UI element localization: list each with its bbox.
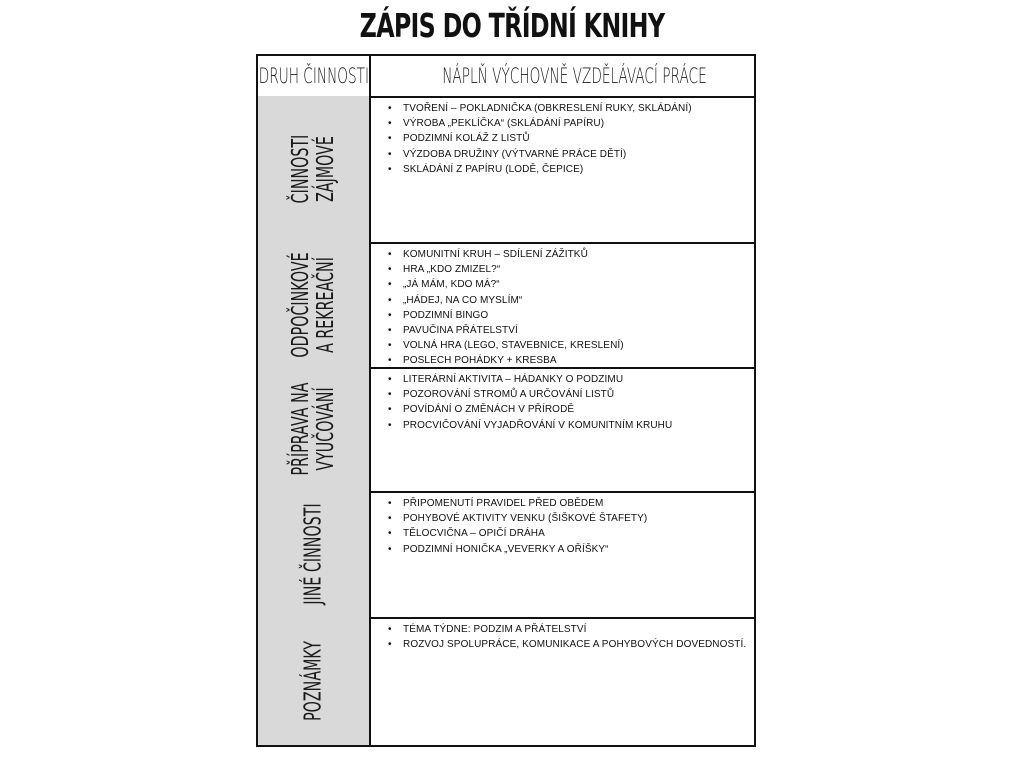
row-interest-activities	[258, 96, 754, 244]
list-item: • PROCVIČOVÁNÍ VYJADŘOVÁNÍ V KOMUNITNÍM KRUHU	[388, 418, 754, 433]
row-label: POZNÁMKY	[300, 641, 326, 721]
row-relaxation-activities	[258, 242, 754, 369]
header-activity-type-label: DRUH ČINNOSTI	[258, 64, 369, 88]
row-notes	[258, 617, 754, 745]
row-label: ČINNOSTI ZÁJMOVÉ	[287, 134, 339, 204]
list-item: • POSLECH POHÁDKY + KRESBA	[388, 353, 754, 368]
list-item: • POVÍDÁNÍ O ZMĚNÁCH V PŘÍRODĚ	[388, 402, 754, 417]
row-lesson-preparation	[258, 367, 754, 493]
row-content	[371, 617, 754, 745]
row-content	[371, 367, 754, 491]
activity-list	[388, 372, 754, 433]
list-item: • KOMUNITNÍ KRUH – SDÍLENÍ ZÁŽITKŮ	[388, 247, 754, 262]
row-content	[371, 491, 754, 617]
list-item: • VOLNÁ HRA (LEGO, STAVEBNICE, KRESLENÍ)	[388, 338, 754, 353]
list-item: • PŘIPOMENUTÍ PRAVIDEL PŘED OBĚDEM	[388, 496, 754, 511]
row-label: JINÉ ČINNOSTI	[300, 503, 326, 605]
list-item: • SKLÁDÁNÍ Z PAPÍRU (LODĚ, ČEPICE)	[388, 162, 754, 177]
list-item: • PODZIMNÍ HONIČKA „VEVERKY A OŘÍŠKY“	[388, 542, 754, 557]
list-item: • PODZIMNÍ BINGO	[388, 308, 754, 323]
class-register-table	[256, 54, 756, 747]
row-label-cell	[258, 96, 371, 242]
list-item: • TÉMA TÝDNE: PODZIM A PŘÁTELSTVÍ	[388, 622, 754, 637]
list-item: • TVOŘENÍ – POKLADNIČKA (OBKRESLENÍ RUKY, SKLÁDÁNÍ)	[388, 101, 754, 116]
list-item: • LITERÁRNÍ AKTIVITA – HÁDANKY O PODZIMU	[388, 372, 754, 387]
list-item: • HRA „KDO ZMIZEL?“	[388, 262, 754, 277]
header-activity-type	[258, 56, 371, 96]
activity-list	[388, 496, 754, 557]
activity-list	[388, 247, 754, 369]
list-item: • PODZIMNÍ KOLÁŽ Z LISTŮ	[388, 131, 754, 146]
list-item: • PAVUČINA PŘÁTELSTVÍ	[388, 323, 754, 338]
activity-list	[388, 101, 754, 177]
row-label-cell	[258, 617, 371, 745]
list-item: • POZOROVÁNÍ STROMŮ A URČOVÁNÍ LISTŮ	[388, 387, 754, 402]
list-item: • POHYBOVÉ AKTIVITY VENKU (ŠIŠKOVÉ ŠTAFETY)	[388, 511, 754, 526]
activity-list	[388, 622, 754, 652]
row-other-activities	[258, 491, 754, 619]
row-label: PŘÍPRAVA NA VYUČOVÁNÍ	[287, 382, 339, 476]
row-label-cell	[258, 242, 371, 367]
row-label-cell	[258, 367, 371, 491]
row-label: ODPOČINKOVÉ A REKREAČNÍ	[287, 251, 339, 358]
row-content	[371, 96, 754, 242]
list-item: • ROZVOJ SPOLUPRÁCE, KOMUNIKACE A POHYBOVÝCH DOVEDNOSTÍ.	[388, 637, 754, 652]
list-item: • VÝZDOBA DRUŽINY (VÝTVARNÉ PRÁCE DĚTÍ)	[388, 147, 754, 162]
page-title: ZÁPIS DO TŘÍDNÍ KNIHY	[359, 6, 665, 45]
header-content-label: NÁPLŇ VÝCHOVNĚ VZDĚLÁVACÍ PRÁCE	[442, 64, 707, 88]
list-item: • VÝROBA „PEKLÍČKA“ (SKLÁDÁNÍ PAPÍRU)	[388, 116, 754, 131]
list-item: • „JÁ MÁM, KDO MÁ?“	[388, 277, 754, 292]
table-header	[258, 56, 754, 98]
row-content	[371, 242, 754, 367]
row-label-cell	[258, 491, 371, 617]
header-content	[371, 56, 778, 96]
list-item: • TĚLOCVIČNA – OPIČÍ DRÁHA	[388, 526, 754, 541]
list-item: • „HÁDEJ, NA CO MYSLÍM“	[388, 293, 754, 308]
